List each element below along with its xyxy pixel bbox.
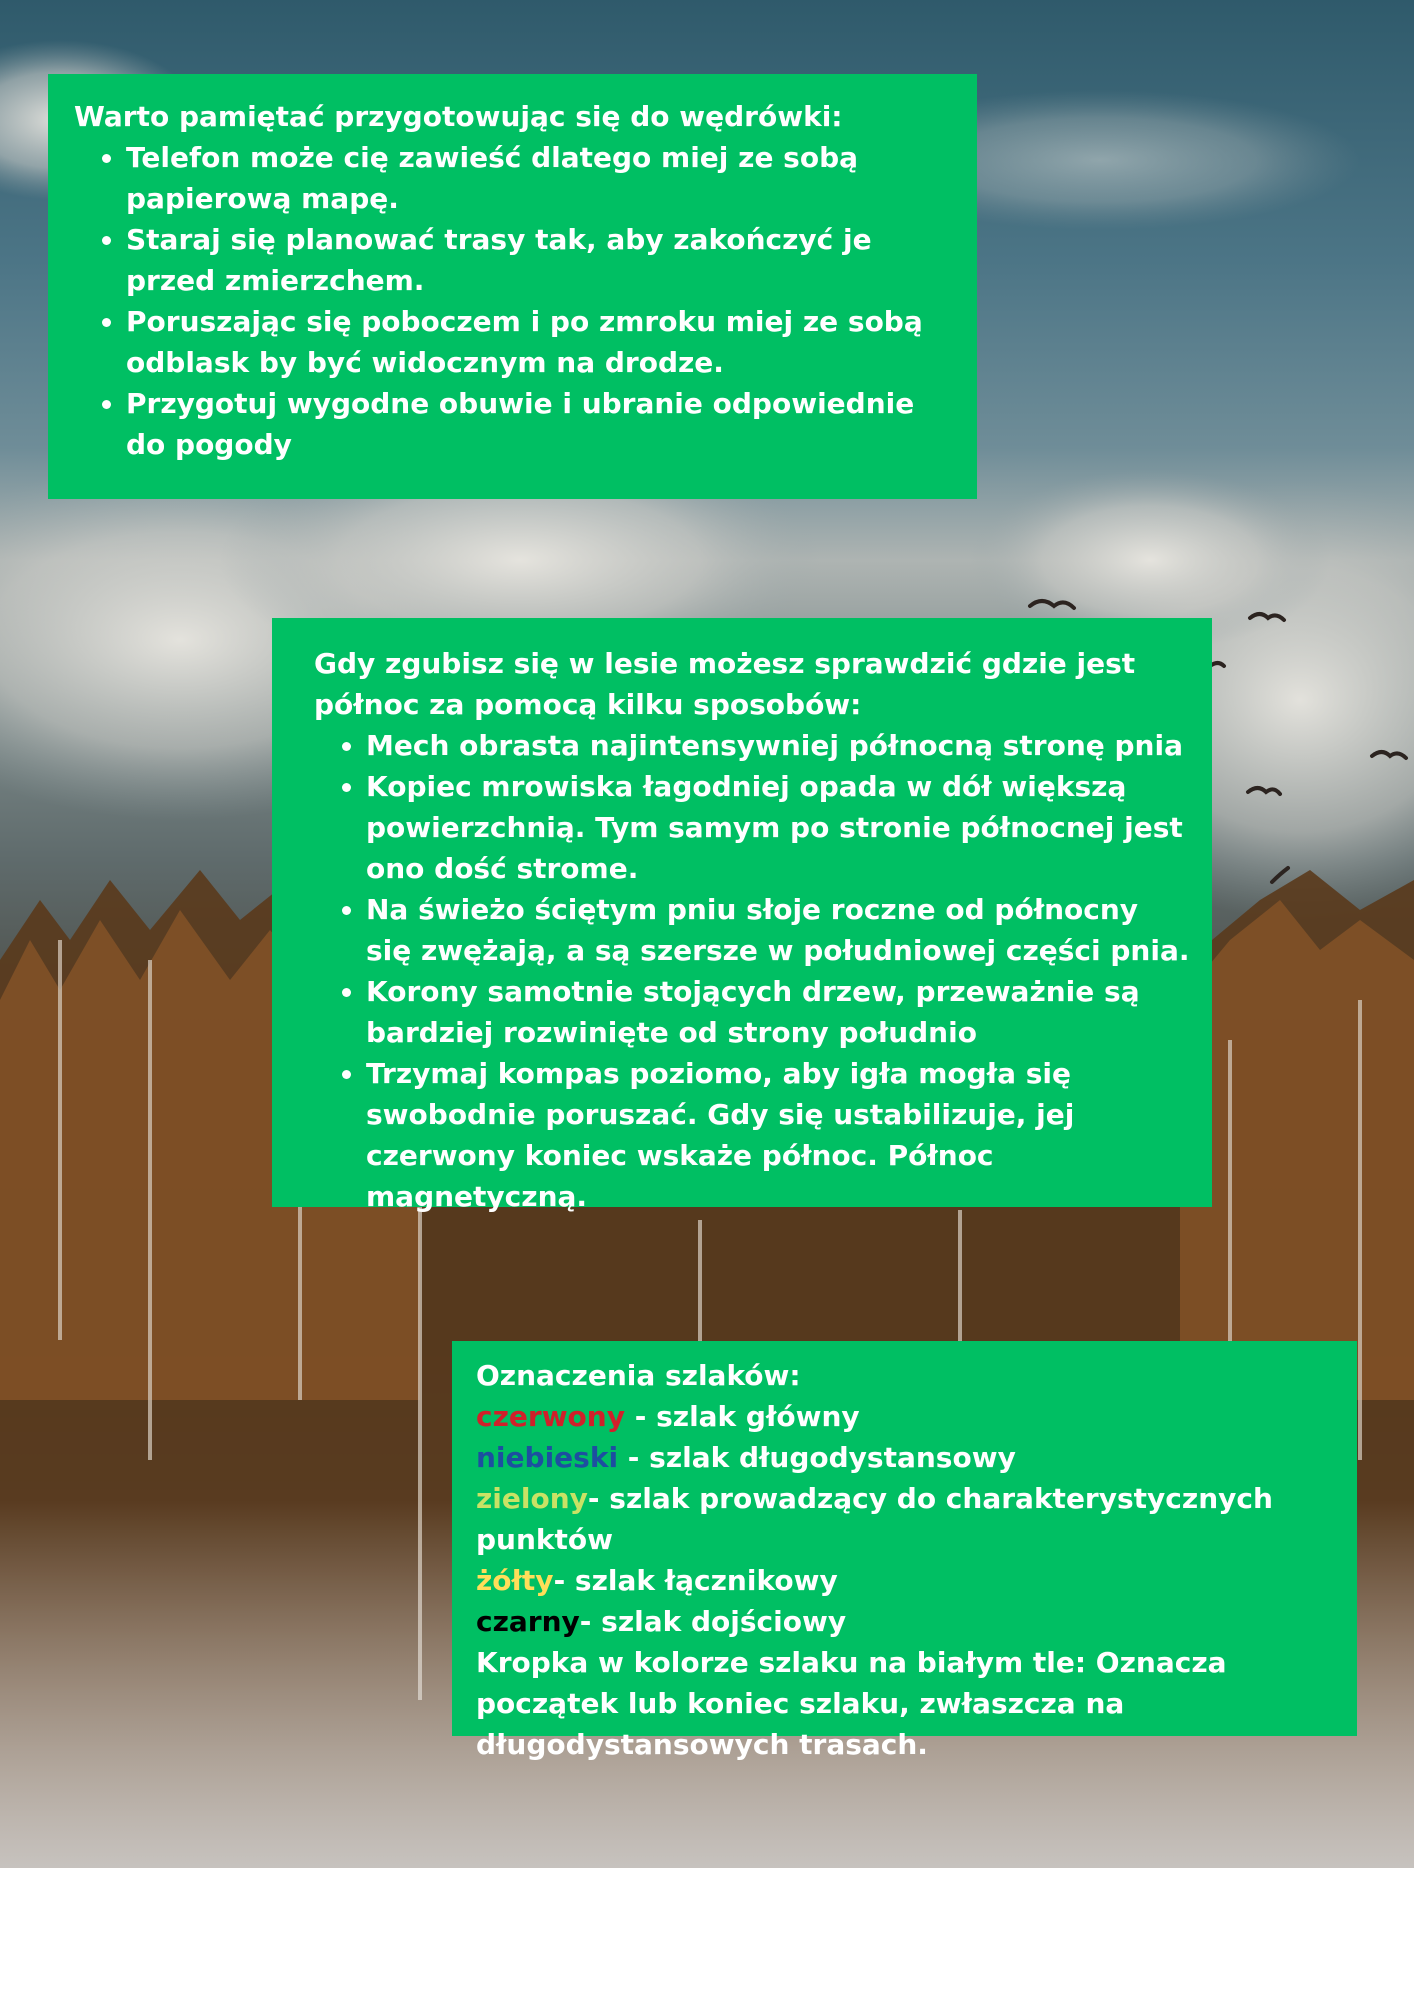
trail-markings-card: [452, 1341, 1357, 1761]
hiking-tips-card: [48, 74, 977, 499]
bottom-blank-area: [0, 1868, 1414, 2000]
list-item: • Przygotuj wygodne obuwie i ubranie odpowiednie do pogody: [126, 383, 953, 465]
trail-description: - szlak dojściowy: [579, 1605, 847, 1638]
trail-row-black: [476, 1601, 1339, 1642]
trail-description: - szlak prowadzący do charakterystycznych punktów: [476, 1482, 1273, 1556]
trail-row-green: [476, 1478, 1339, 1560]
find-north-card: [272, 618, 1212, 1213]
trail-description: - szlak łącznikowy: [553, 1564, 838, 1597]
trail-row-yellow: [476, 1560, 1339, 1601]
trail-color-word: czarny: [476, 1605, 580, 1638]
hiking-tips-list: [74, 137, 953, 465]
trail-color-word: żółty: [476, 1564, 554, 1597]
trail-markings-heading: Oznaczenia szlaków:: [476, 1359, 801, 1392]
list-item: • Trzymaj kompas poziomo, aby igła mogła się swobodnie poruszać. Gdy się ustabilizuje, jej czerwony koniec wskaże północ. Północ magnetyczną.: [366, 1053, 1192, 1217]
list-item: • Na świeżo ściętym pniu słoje roczne od północny się zwężają, a są szersze w południowej części pnia.: [366, 889, 1192, 971]
list-item: • Mech obrasta najintensywniej północną stronę pnia: [366, 725, 1192, 766]
find-north-heading: Gdy zgubisz się w lesie możesz sprawdzić gdzie jest północ za pomocą kilku sposobów:: [314, 647, 1136, 721]
trail-color-word: niebieski: [476, 1441, 619, 1474]
trail-row-blue: [476, 1437, 1339, 1478]
hiking-tips-heading: Warto pamiętać przygotowując się do wędrówki:: [74, 100, 843, 133]
trail-row-red: [476, 1396, 1339, 1437]
trail-color-word: zielony: [476, 1482, 588, 1515]
trail-description: - szlak główny: [624, 1400, 860, 1433]
list-item: • Poruszając się poboczem i po zmroku miej ze sobą odblask by być widocznym na drodze.: [126, 301, 953, 383]
list-item: • Korony samotnie stojących drzew, przeważnie są bardziej rozwinięte od strony południo: [366, 971, 1192, 1053]
trail-color-word: czerwony: [476, 1400, 625, 1433]
list-item: • Telefon może cię zawieść dlatego miej ze sobą papierową mapę.: [126, 137, 953, 219]
list-item: • Kopiec mrowiska łagodniej opada w dół większą powierzchnią. Tym samym po stronie północnej jest ono dość strome.: [366, 766, 1192, 889]
find-north-list: [314, 725, 1192, 1217]
list-item: • Staraj się planować trasy tak, aby zakończyć je przed zmierzchem.: [126, 219, 953, 301]
trail-start-end-note: Kropka w kolorze szlaku na białym tle: Oznacza początek lub koniec szlaku, zwłaszcza na długodystansowych trasach.: [476, 1646, 1227, 1761]
trail-description: - szlak długodystansowy: [618, 1441, 1016, 1474]
